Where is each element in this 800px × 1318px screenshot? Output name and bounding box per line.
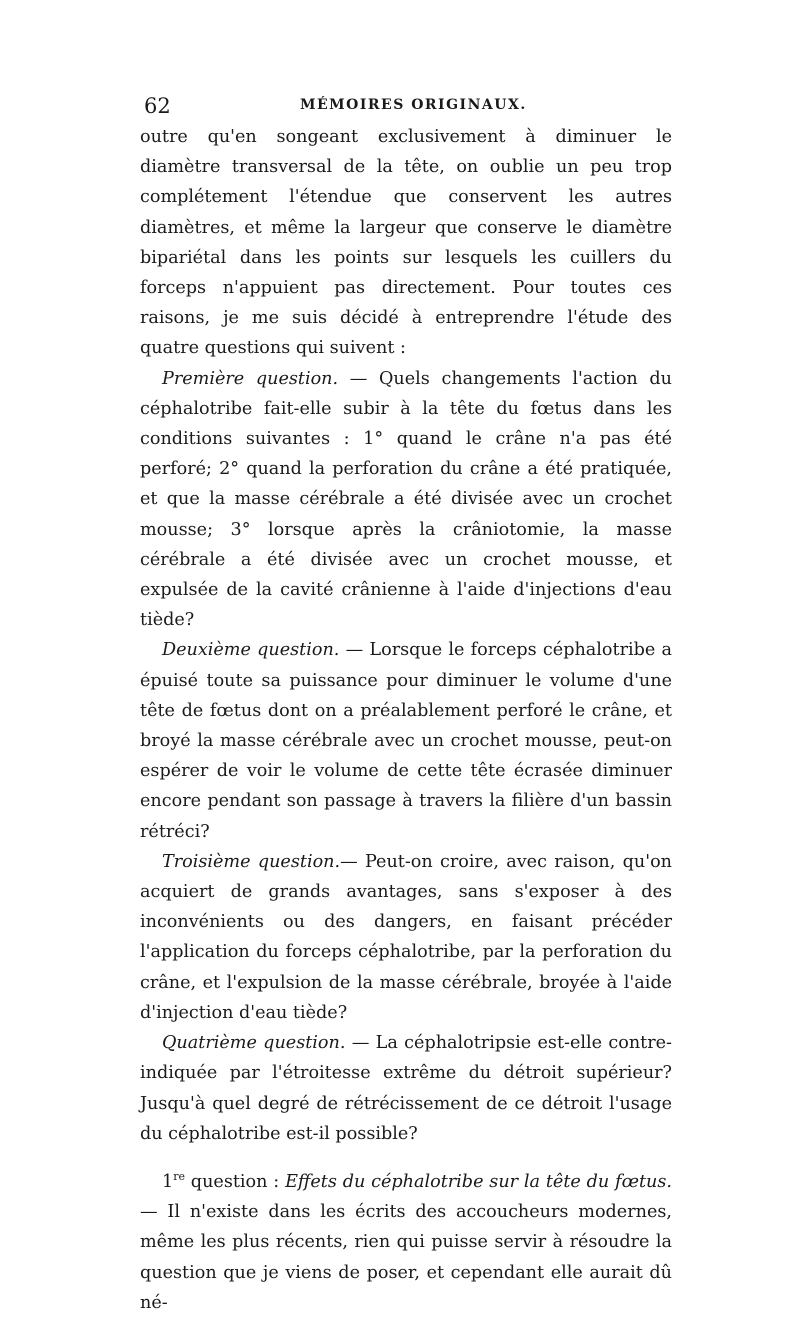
question-4-text: — La céphalotripsie est-elle contre-indiquée par l'étroitesse extrême du détroit supérieur? Jusqu'à quel degré de rétrécissement de ce détroit l'usage du céphalotribe est-il possible? (140, 1033, 672, 1144)
section-1-text: — Il n'existe dans les écrits des accoucheurs modernes, même les plus récents, rien qui puisse servir à résoudre la question que je viens de poser, et cependant elle aurait dû né- (140, 1202, 672, 1313)
question-2-text: — Lorsque le forceps céphalotribe a épuisé toute sa puissance pour diminuer le volume d'une tête de fœtus dont on a préalablement perforé le crâne, et broyé la masse cérébrale avec un crochet mousse, peut-on espérer de voir le volume de cette tête écrasée diminuer encore pendant son passage à travers la filière d'un bassin rétréci? (140, 640, 672, 842)
running-title: MÉMOIRES ORIGINAUX. (300, 97, 527, 113)
question-2-paragraph (140, 635, 672, 846)
question-2-label: Deuxième question. (162, 640, 340, 661)
question-1-paragraph (140, 364, 672, 636)
running-head (140, 94, 672, 122)
question-1-text: — Quels changements l'action du céphalotribe fait-elle subir à la tête du fœtus dans les conditions suivantes : 1° quand le crâne n'a pas été perforé; 2° quand la perforation du crâne a été pratiquée, et que la masse cérébrale a été divisée avec un crochet mousse; 3° lorsque après la crâniotomie, la masse cérébrale a été divisée avec un crochet mousse, et expulsée de la cavité crânienne à l'aide d'injections d'eau tiède? (140, 368, 672, 631)
question-4-paragraph (140, 1028, 672, 1149)
question-3-label: Troisième question. (162, 851, 341, 872)
intro-paragraph: outre qu'en songeant exclusivement à diminuer le diamètre transversal de la tête, on oublie un peu trop complétement l'étendue que conservent les autres diamètres, et même la largeur que conserve le diamètre bipariétal dans les points sur lesquels les cuillers du forceps n'appuient pas directement. Pour toutes ces raisons, je me suis décidé à entreprendre l'étude des quatre questions qui suivent : (140, 127, 672, 359)
section-1-superscript: re (173, 1170, 185, 1184)
question-3-text: — Peut-on croire, avec raison, qu'on acquiert de grands avantages, sans s'exposer à des inconvénients ou des dangers, en faisant précéder l'application du forceps céphalotribe, par la perforation du crâne, et l'expulsion de la masse cérébrale, broyée à l'aide d'injection d'eau tiède? (140, 851, 672, 1023)
document-page (140, 94, 672, 1318)
question-4-label: Quatrième question. (162, 1033, 346, 1054)
question-1-label: Première question. (162, 368, 339, 389)
question-3-paragraph (140, 847, 672, 1028)
section-1-word: question : (184, 1171, 286, 1192)
section-1-title: Effets du céphalotribe sur la tête du fœtus. (285, 1171, 672, 1192)
body-text (140, 122, 672, 1318)
section-1-number: 1 (162, 1171, 174, 1192)
page-number: 62 (144, 94, 171, 118)
section-1-paragraph (140, 1167, 672, 1318)
